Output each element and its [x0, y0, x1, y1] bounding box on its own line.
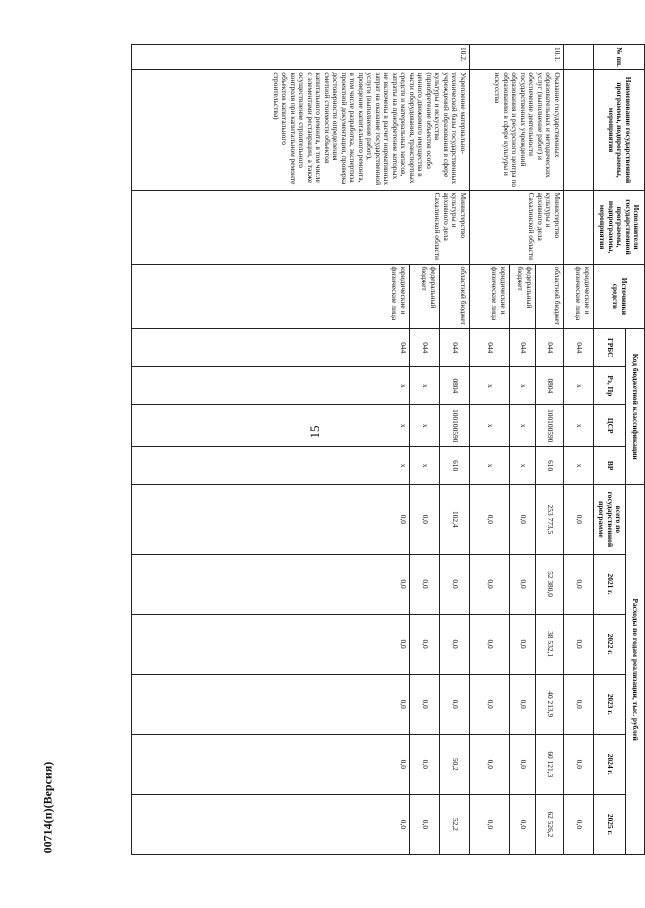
cell-rzpr: x: [132, 367, 410, 405]
cell-2023: 40 213,9: [536, 674, 564, 734]
cell-2021: 0,0: [132, 554, 410, 614]
cell-2022: 0,0: [510, 614, 536, 674]
cell-2025: 0,0: [470, 794, 510, 854]
cell-total: 0,0: [132, 485, 410, 554]
col-header-executor: Исполнители государственной программы, подпрограммы, мероприятия: [594, 190, 645, 264]
col-header-rzpr: Рз, Пр: [594, 367, 626, 405]
cell-2024: 60 121,3: [536, 734, 564, 794]
cell-source: федеральный бюджет: [410, 264, 440, 329]
cell-2023: 0,0: [510, 674, 536, 734]
cell-grbs: 044: [470, 329, 510, 367]
cell-2021: 52 380,0: [536, 554, 564, 614]
cell-grbs: 044: [440, 329, 470, 367]
cell-total: 0,0: [470, 485, 510, 554]
cell-rzpr: 0804: [536, 367, 564, 405]
cell-csr: x: [470, 405, 510, 447]
cell-no: 10.2.: [132, 45, 470, 70]
cell-2021: 0,0: [470, 554, 510, 614]
cell-2025: 62 526,2: [536, 794, 564, 854]
cell-grbs: 044: [536, 329, 564, 367]
cell-csr: x: [564, 405, 594, 447]
cell-csr: 100100590: [440, 405, 470, 447]
cell-csr: x: [132, 405, 410, 447]
cell-vr: x: [410, 447, 440, 485]
col-header-name: Наименование государственной программы, подпрограммы, мероприятия: [594, 70, 645, 190]
cell-2023: 0,0: [132, 674, 410, 734]
cell-2022: 0,0: [410, 614, 440, 674]
cell-2024: 0,0: [132, 734, 410, 794]
col-header-budget-class: Код бюджетной классификации: [626, 329, 645, 485]
cell-2024: 0,0: [470, 734, 510, 794]
table-row: [440, 45, 470, 855]
cell-2023: 0,0: [440, 674, 470, 734]
cell-csr: x: [410, 405, 440, 447]
cell-2022: 38 532,1: [536, 614, 564, 674]
cell-2025: 0,0: [410, 794, 440, 854]
table-row: [564, 45, 594, 855]
cell-total: 0,0: [510, 485, 536, 554]
cell-rzpr: 0804: [440, 367, 470, 405]
col-header-2022: 2022 г.: [594, 614, 626, 674]
col-header-csr: ЦСР: [594, 405, 626, 447]
cell-executor: Министерство культуры и архивного дела Сахалинской области: [470, 190, 564, 264]
cell-2023: 0,0: [470, 674, 510, 734]
col-header-no: № пп.: [594, 45, 645, 70]
cell-grbs: 044: [510, 329, 536, 367]
cell-source: юридические и физические лица: [132, 264, 410, 329]
cell-2022: 0,0: [132, 614, 410, 674]
col-header-source: Источники средств: [594, 264, 645, 329]
col-header-total: всего по государственной программе: [594, 485, 626, 554]
cell-2021: 0,0: [440, 554, 470, 614]
cell-csr: x: [510, 405, 536, 447]
cell-executor: [564, 190, 594, 264]
cell-source: федеральный бюджет: [510, 264, 536, 329]
col-header-grbs: ГРБС: [594, 329, 626, 367]
cell-name: [564, 70, 594, 190]
cell-no: 10.1.: [470, 45, 564, 70]
cell-no: [564, 45, 594, 70]
cell-executor: Министерство культуры и архивного дела Сахалинской области: [132, 190, 470, 264]
col-header-2024: 2024 г.: [594, 734, 626, 794]
col-header-2025: 2025 г.: [594, 794, 626, 854]
cell-grbs: 044: [410, 329, 440, 367]
cell-vr: x: [510, 447, 536, 485]
cell-source: областной бюджет: [536, 264, 564, 329]
cell-name: Оказание государственных образовательных и методических услуг (выполнение работ) и обеспечение деятельности государственных учреждений образования и ресурсного центра по образованию в сфере культуры и искусства: [470, 70, 564, 190]
budget-table-rotated: [131, 44, 645, 855]
cell-vr: x: [564, 447, 594, 485]
table-row: [536, 45, 564, 855]
cell-2025: 0,0: [132, 794, 410, 854]
cell-csr: 100100590: [536, 405, 564, 447]
cell-total: 253 773,5: [536, 485, 564, 554]
col-header-vr: ВР: [594, 447, 626, 485]
cell-vr: x: [132, 447, 410, 485]
cell-rzpr: x: [510, 367, 536, 405]
cell-2022: 0,0: [564, 614, 594, 674]
budget-table: [131, 44, 645, 855]
cell-source: юридические и физические лица: [564, 264, 594, 329]
cell-2021: 0,0: [410, 554, 440, 614]
cell-vr: x: [470, 447, 510, 485]
cell-name: Укрепление материально-технической базы государственных учреждений образования в сфере культуры и искусства (приобретение объектов особо ценного движимого имущества в части оборудования, транспортных средств и материальных запасов, затраты на приобретение которых не включены в расчет нормативных затрат на оказание государственной услуги (выполнение работ), проведение капитального ремонта, в том числе разработка, экспертиза проектной документации, проверка достоверности определения сметной стоимости объектов капитального ремонта, в том числе с элементами реставрации, а также осуществление строительного контроля при капитальном ремонте объектов капитального строительства): [132, 70, 470, 190]
cell-vr: 610: [440, 447, 470, 485]
cell-2025: 52,2: [440, 794, 470, 854]
cell-2025: 0,0: [564, 794, 594, 854]
cell-2023: 0,0: [564, 674, 594, 734]
cell-total: 0,0: [410, 485, 440, 554]
cell-total: 0,0: [564, 485, 594, 554]
footer-document-code: 00714(п)(Версия): [40, 761, 55, 854]
cell-source: областной бюджет: [440, 264, 470, 329]
cell-2024: 50,2: [440, 734, 470, 794]
cell-2024: 0,0: [564, 734, 594, 794]
cell-total: 102,4: [440, 485, 470, 554]
cell-grbs: 044: [564, 329, 594, 367]
cell-2024: 0,0: [510, 734, 536, 794]
cell-2022: 0,0: [470, 614, 510, 674]
col-header-2023: 2023 г.: [594, 674, 626, 734]
cell-rzpr: x: [470, 367, 510, 405]
cell-2023: 0,0: [410, 674, 440, 734]
cell-grbs: 044: [132, 329, 410, 367]
cell-rzpr: x: [410, 367, 440, 405]
cell-vr: 610: [536, 447, 564, 485]
cell-2024: 0,0: [410, 734, 440, 794]
cell-2021: 0,0: [510, 554, 536, 614]
cell-source: юридические и физические лица: [470, 264, 510, 329]
cell-2022: 0,0: [440, 614, 470, 674]
cell-2021: 0,0: [564, 554, 594, 614]
cell-2025: 0,0: [510, 794, 536, 854]
col-header-2021: 2021 г.: [594, 554, 626, 614]
col-header-expenses: Расходы по годам реализации, тыс. рублей: [626, 485, 645, 855]
page-number: 15: [307, 425, 322, 439]
cell-rzpr: x: [564, 367, 594, 405]
